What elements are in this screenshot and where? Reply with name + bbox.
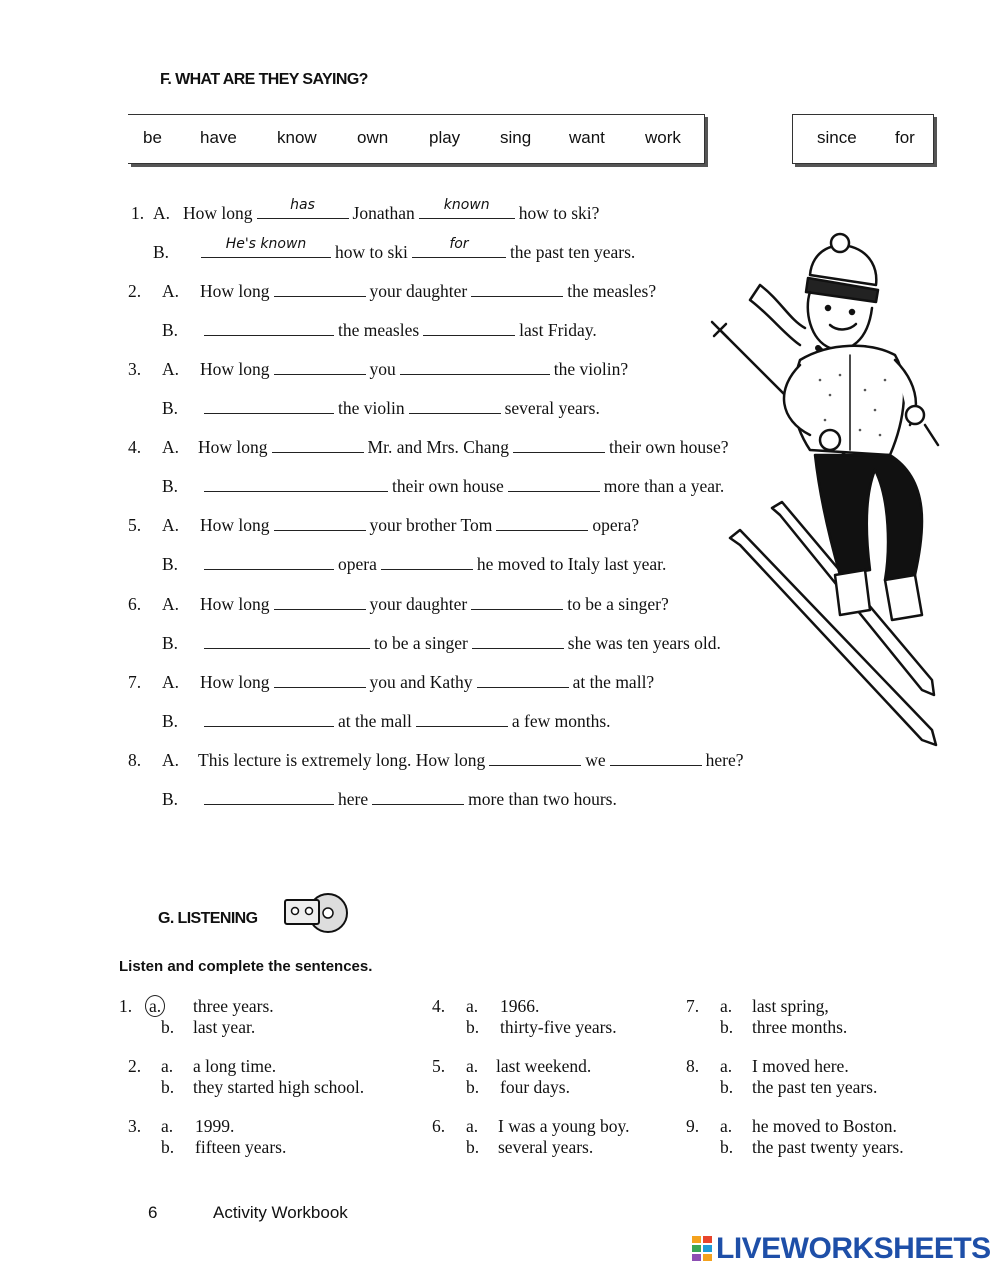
option-a[interactable]: a. [466, 996, 479, 1016]
answer-blank[interactable] [496, 515, 588, 531]
preposition-word-box [792, 114, 934, 164]
option-a[interactable]: a. [466, 1116, 479, 1136]
listening-item-8: 8. a. I moved here. b. the past ten years. [686, 1056, 878, 1097]
listening-item-4: 4. a. 1966. b. thirty-five years. [432, 996, 617, 1037]
option-b[interactable]: b. [161, 1017, 175, 1037]
question-5-b: B. opera he moved to Italy last year. [162, 554, 667, 574]
question-6-b: B. to be a singer she was ten years old. [162, 633, 721, 653]
question-4-b: B. their own house more than a year. [162, 476, 725, 496]
book-title: Activity Workbook [213, 1203, 348, 1222]
option-b[interactable]: b. [720, 1137, 734, 1157]
answer-blank[interactable] [416, 711, 508, 727]
word-be: be [143, 128, 162, 147]
answer-blank[interactable] [274, 594, 366, 610]
option-a-circled[interactable]: a. [149, 996, 165, 1017]
question-3-b: B. the violin several years. [162, 398, 600, 418]
word-have: have [200, 128, 237, 147]
answer-blank[interactable] [204, 398, 334, 414]
answer-blank[interactable] [423, 320, 515, 336]
question-3-a: 3. A. How long you the violin? [128, 359, 629, 379]
word-work: work [645, 128, 681, 147]
question-8-b: B. here more than two hours. [162, 789, 617, 809]
answer-blank[interactable] [204, 320, 334, 336]
option-b[interactable]: b. [161, 1077, 175, 1097]
question-1-b: B. He's known how to ski for the past ten years. [153, 236, 636, 262]
option-a[interactable]: a. [161, 1056, 174, 1076]
answer-blank[interactable] [610, 750, 702, 766]
skier-illustration [700, 230, 940, 760]
question-2-a: 2. A. How long your daughter the measles? [128, 281, 657, 301]
listening-instruction: Listen and complete the sentences. [119, 958, 373, 975]
word-want: want [569, 128, 605, 147]
answer-blank[interactable] [381, 554, 473, 570]
answer-blank[interactable] [204, 476, 388, 492]
liveworksheets-logo-icon [692, 1236, 712, 1262]
word-sing: sing [500, 128, 532, 147]
answer-blank[interactable] [204, 789, 334, 805]
option-a[interactable]: a. [161, 1116, 174, 1136]
answer-blank[interactable] [471, 281, 563, 297]
option-b[interactable]: b. [466, 1137, 480, 1157]
section-g-title: G. LISTENING [158, 910, 258, 927]
word-know: know [277, 128, 317, 147]
answer-blank[interactable] [409, 398, 501, 414]
word-play: play [429, 128, 461, 147]
answer-blank[interactable] [471, 594, 563, 610]
option-b[interactable]: b. [720, 1077, 734, 1097]
word-own: own [357, 128, 389, 147]
answer-blank[interactable] [274, 359, 366, 375]
listening-item-9: 9. a. he moved to Boston. b. the past twenty years. [686, 1116, 904, 1157]
listening-item-3: 3. a. 1999. b. fifteen years. [128, 1116, 287, 1157]
answer-blank[interactable]: has [257, 203, 349, 219]
answer-blank[interactable] [477, 672, 569, 688]
question-7-a: 7. A. How long you and Kathy at the mall? [128, 672, 655, 692]
question-8-a: 8. A. This lecture is extremely long. How long we here? [128, 750, 744, 770]
page-number: 6 [148, 1203, 158, 1222]
answer-blank[interactable] [272, 437, 364, 453]
question-1-a: 1. A. How long has Jonathan known how to ski? [131, 197, 600, 223]
question-2-b: B. the measles last Friday. [162, 320, 597, 340]
question-7-b: B. at the mall a few months. [162, 711, 611, 731]
question-5-a: 5. A. How long your brother Tom opera? [128, 515, 640, 535]
answer-blank[interactable] [508, 476, 600, 492]
option-a[interactable]: a. [720, 1056, 733, 1076]
option-a[interactable]: a. [720, 1116, 733, 1136]
question-6-a: 6. A. How long your daughter to be a singer? [128, 594, 669, 614]
word-for: for [895, 128, 915, 147]
answer-blank[interactable] [372, 789, 464, 805]
answer-blank[interactable] [274, 515, 366, 531]
answer-blank[interactable] [274, 672, 366, 688]
liveworksheets-brand: LIVEWORKSHEETS [716, 1232, 991, 1265]
answer-blank[interactable] [513, 437, 605, 453]
answer-blank[interactable] [472, 633, 564, 649]
option-b[interactable]: b. [466, 1017, 480, 1037]
answer-blank[interactable] [204, 554, 334, 570]
answer-blank[interactable]: for [412, 242, 506, 258]
answer-blank[interactable]: known [419, 203, 515, 219]
answer-blank[interactable]: He's known [201, 242, 331, 258]
answer-blank[interactable] [274, 281, 366, 297]
option-a[interactable]: a. [466, 1056, 479, 1076]
answer-blank[interactable] [400, 359, 550, 375]
option-b[interactable]: b. [466, 1077, 480, 1097]
question-4-a: 4. A. How long Mr. and Mrs. Chang their own house? [128, 437, 729, 457]
listening-item-1: 1. a. three years. b. last year. [119, 996, 274, 1037]
option-b[interactable]: b. [720, 1017, 734, 1037]
option-a[interactable]: a. [720, 996, 733, 1016]
cassette-cd-icon [283, 892, 349, 934]
section-f-title: F. WHAT ARE THEY SAYING? [160, 71, 368, 88]
liveworksheets-logo [692, 1232, 992, 1266]
answer-blank[interactable] [489, 750, 581, 766]
listening-item-2: 2. a. a long time. b. they started high school. [128, 1056, 365, 1097]
listening-item-5: 5. a. last weekend. b. four days. [432, 1056, 592, 1097]
answer-blank[interactable] [204, 633, 370, 649]
option-b[interactable]: b. [161, 1137, 175, 1157]
answer-blank[interactable] [204, 711, 334, 727]
listening-item-7: 7. a. last spring, b. three months. [686, 996, 848, 1037]
verb-word-box [128, 114, 705, 164]
word-since: since [817, 128, 857, 147]
listening-item-6: 6. a. I was a young boy. b. several years. [432, 1116, 630, 1157]
